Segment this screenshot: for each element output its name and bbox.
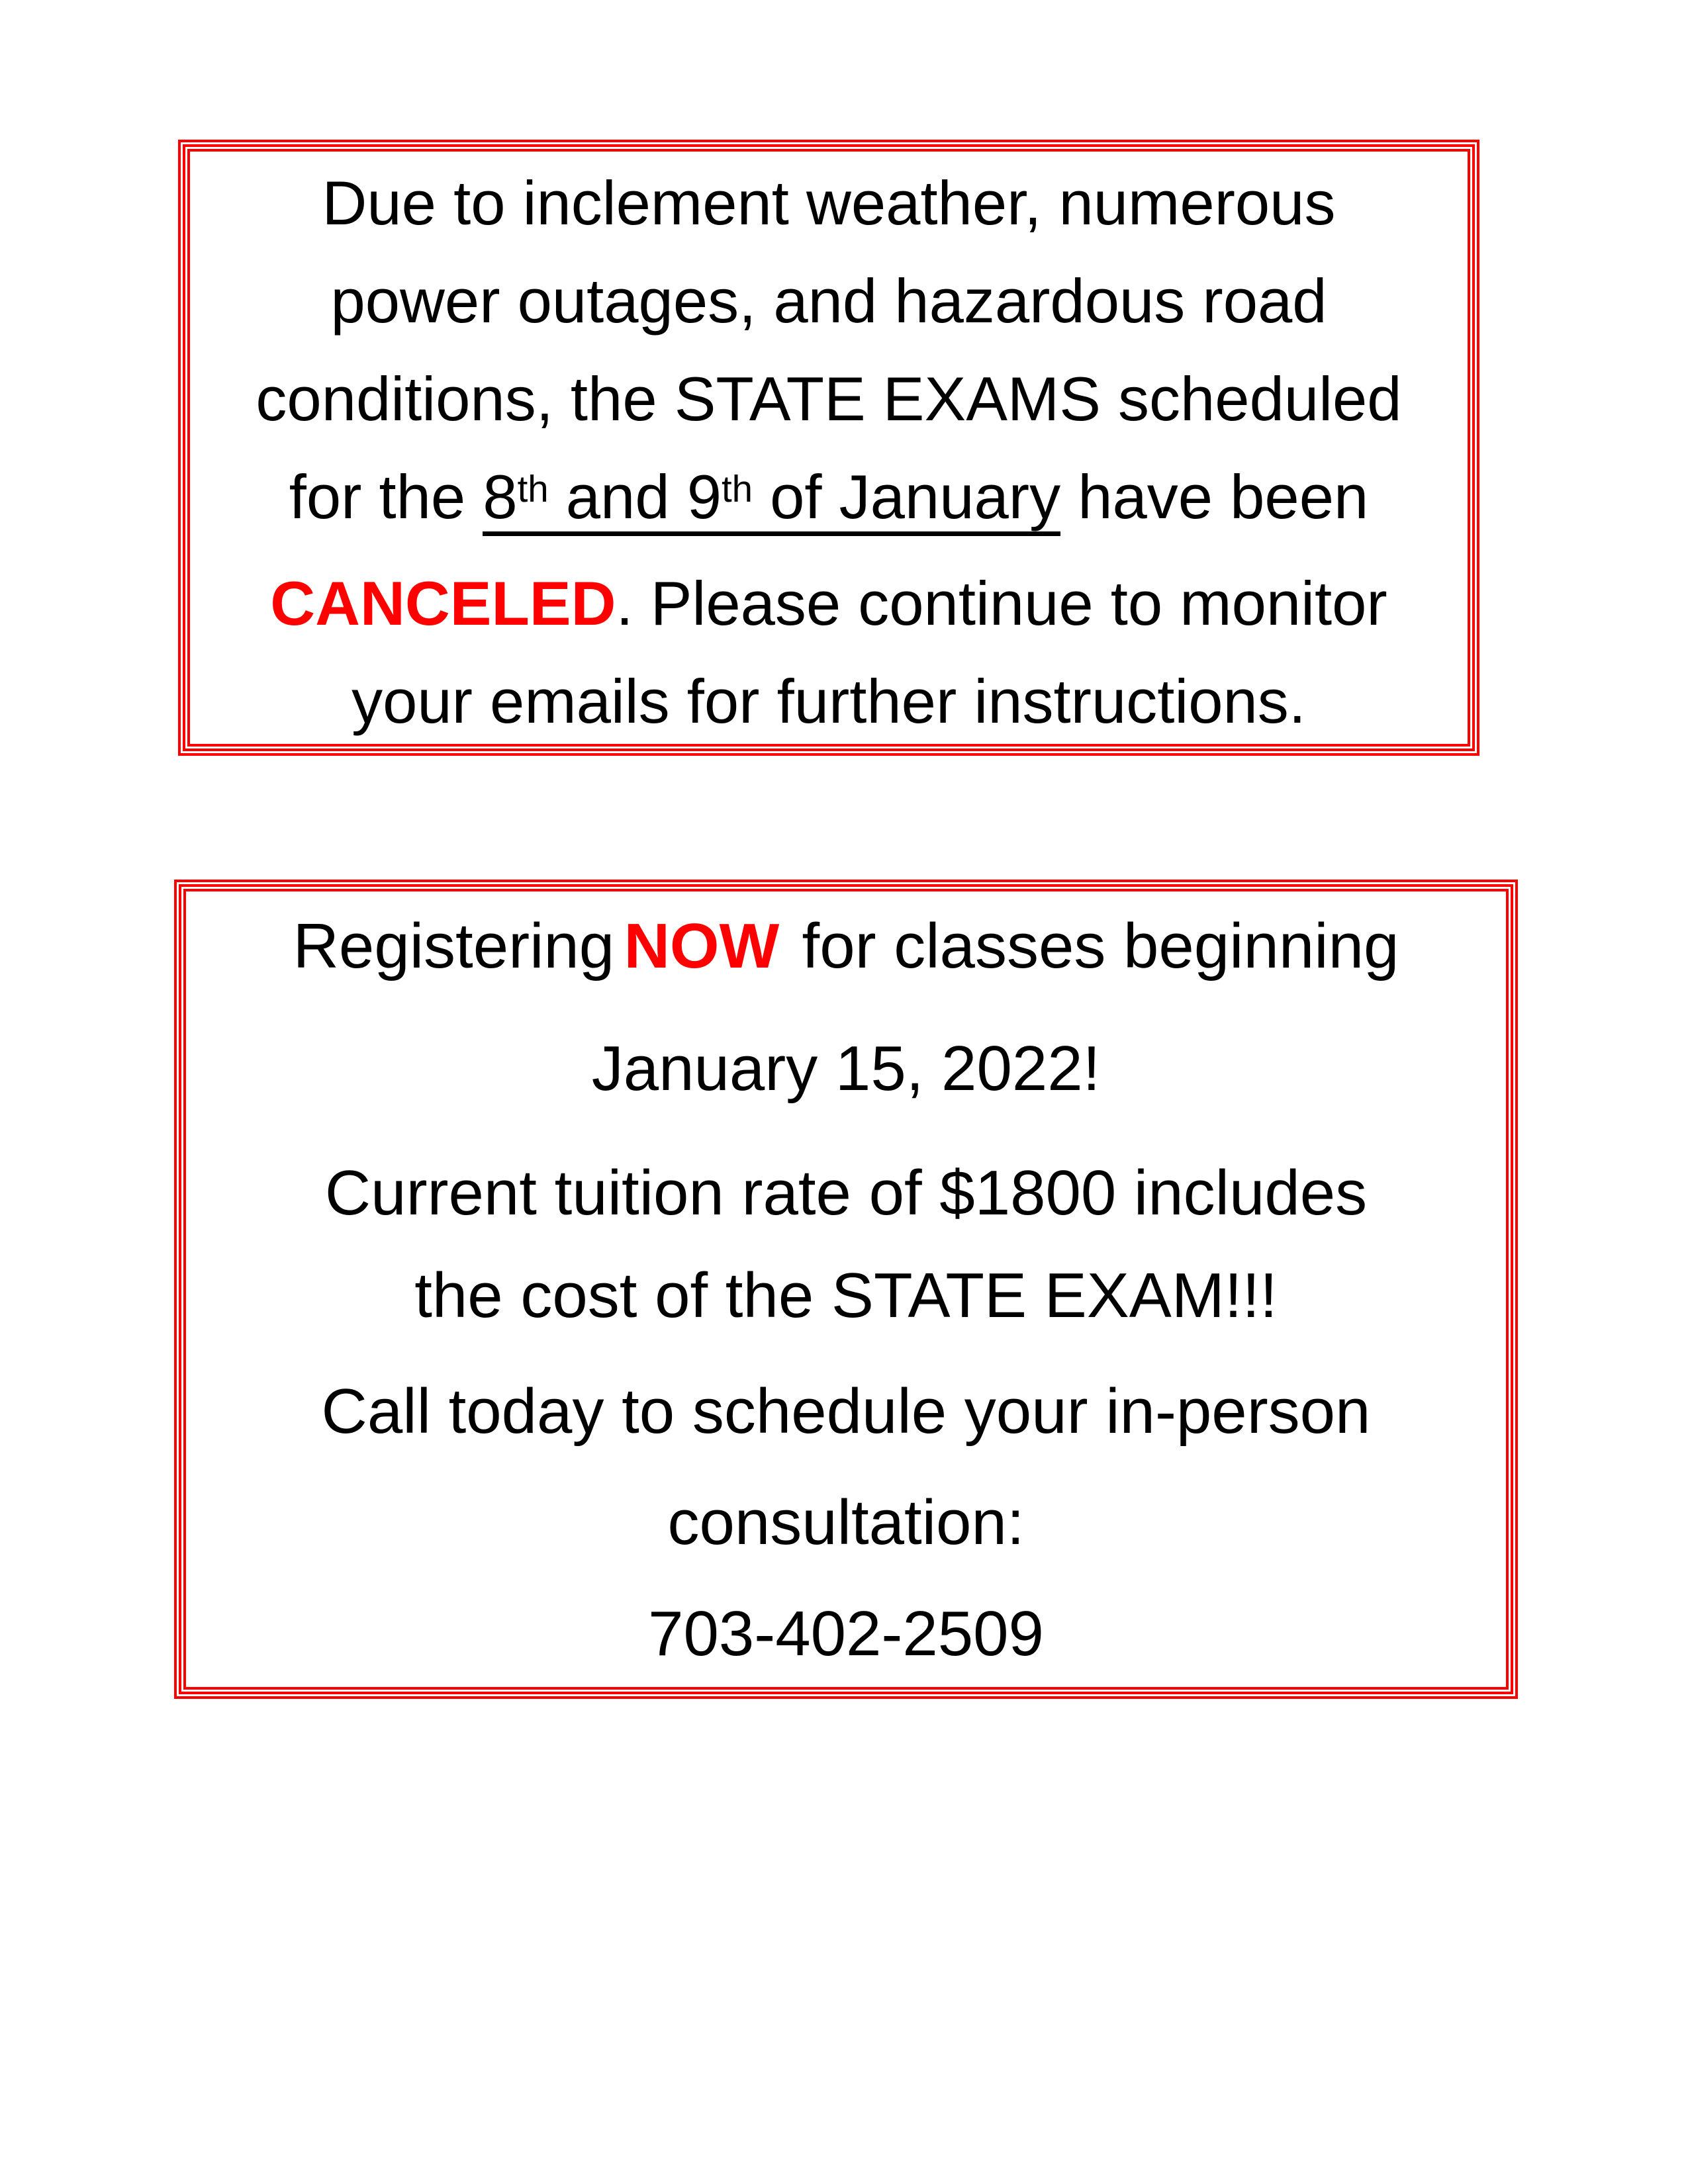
registering-text: Registering (293, 911, 615, 981)
registration-line-3-tuition: Current tuition rate of $1800 includes (324, 1158, 1368, 1228)
notice-line-5-rest: . Please continue to monitor (616, 569, 1387, 638)
exam-date-of-january: of January (753, 462, 1061, 531)
exam-date-8: 8 (483, 462, 518, 531)
notice-line-5 (190, 555, 1468, 653)
notice-line-4-prefix: for the (289, 462, 483, 531)
registration-line-5-call-today: Call today to schedule your in-person (321, 1376, 1371, 1447)
registration-line-1-suffix: for classes beginning (784, 911, 1399, 981)
notice-border-middle (183, 144, 1475, 751)
registration-line-6-consultation: consultation: (667, 1487, 1025, 1558)
underlined-exam-dates (483, 462, 1060, 536)
registration-info-box (174, 880, 1518, 1699)
notice-line-2: power outages, and hazardous road (330, 266, 1327, 336)
notice-line-4 (190, 448, 1468, 555)
notice-line-6: your emails for further instructions. (352, 666, 1306, 736)
registration-line-2-start-date: January 15, 2022! (591, 1033, 1101, 1104)
notice-line-1: Due to inclement weather, numerous (322, 168, 1336, 238)
superscript-th-1: th (517, 467, 549, 510)
canceled-text: CANCELED (270, 569, 616, 638)
cancellation-notice-box (178, 140, 1479, 756)
registration-line-1 (186, 897, 1506, 996)
registration-text-area (183, 889, 1509, 1690)
superscript-th-2: th (722, 467, 753, 510)
now-text: NOW (624, 911, 780, 981)
registration-border-middle (179, 884, 1513, 1694)
notice-line-4-suffix: have been (1060, 462, 1369, 531)
notice-line-3: conditions, the STATE EXAMS scheduled (256, 364, 1402, 433)
registration-line-4-exam-cost: the cost of the STATE EXAM!!! (414, 1260, 1278, 1331)
exam-date-and-9: and 9 (548, 462, 722, 531)
notice-text-area (187, 149, 1470, 747)
phone-number: 703-402-2509 (648, 1598, 1044, 1669)
